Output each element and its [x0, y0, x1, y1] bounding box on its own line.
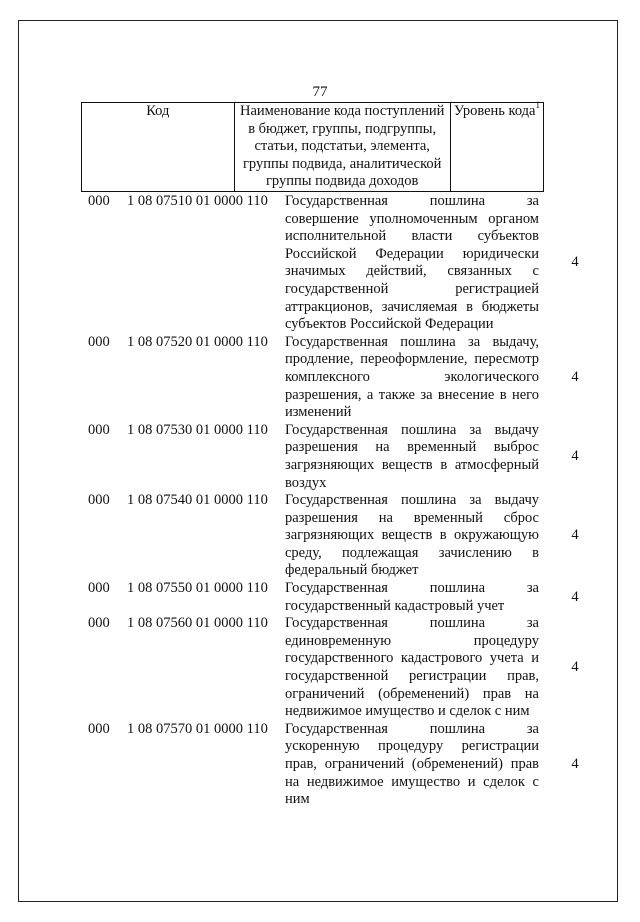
table-row	[0, 334, 640, 422]
header-level-label: Уровень кода	[453, 103, 536, 119]
row-level: 4	[571, 254, 579, 271]
table-row	[0, 580, 640, 615]
row-level: 4	[571, 588, 579, 605]
row-name: Государственная пошлина за выдачу разрешения на временный сброс загрязняющих веществ в окружающую среду, подлежащая зачислению в федеральный бюджет	[285, 492, 539, 579]
row-name: Государственная пошлина за совершение уполномоченным органом исполнительной власти субъектов Российской Федерации юридически значимых действий, связанных с государственной регистрацией аттракционов, зачисляемая в бюджеты субъектов Российской Федерации	[285, 193, 539, 333]
row-prefix: 000	[88, 333, 110, 350]
row-name: Государственная пошлина за выдачу разрешения на временный выброс загрязняющих веществ в атмосферный воздух	[285, 421, 539, 491]
header-code: Код	[82, 103, 235, 192]
table-row	[0, 721, 640, 809]
row-code: 1 08 07520 01 0000 110	[127, 333, 268, 350]
header-table	[81, 102, 544, 192]
header-row	[82, 103, 544, 192]
row-prefix: 000	[88, 492, 110, 509]
row-level: 4	[571, 448, 579, 465]
row-prefix: 000	[88, 421, 110, 438]
row-prefix: 000	[88, 193, 110, 209]
row-code: 1 08 07530 01 0000 110	[127, 421, 268, 438]
table-row	[0, 422, 640, 492]
row-code: 1 08 07540 01 0000 110	[127, 492, 268, 509]
row-prefix: 000	[88, 720, 110, 737]
row-name: Государственная пошлина за единовременную процедуру государственного кадастрового учета и государственной регистрации прав, ограничений (обременений) прав на недвижимое имущество и сделок с ним	[285, 615, 539, 720]
row-code: 1 08 07560 01 0000 110	[127, 615, 268, 632]
row-level: 4	[571, 527, 579, 544]
header-level-footnote: 1	[535, 100, 540, 111]
row-name: Государственная пошлина за ускоренную процедуру регистрации прав, ограничений (обременений) прав на недвижимое имущество и сделок с ним	[285, 720, 539, 808]
table-row	[0, 492, 640, 580]
row-prefix: 000	[88, 615, 110, 632]
page-number: 77	[312, 84, 328, 100]
row-name: Государственная пошлина за выдачу, продление, переоформление, пересмотр комплексного экологического разрешения, а также за внесение в него изменений	[285, 333, 539, 421]
revenue-codes-list	[0, 193, 640, 809]
header-level	[450, 100, 543, 192]
row-level: 4	[571, 756, 579, 772]
row-level: 4	[571, 659, 579, 676]
row-code: 1 08 07510 01 0000 110	[127, 193, 268, 209]
header-name: Наименование кода поступлений в бюджет, группы, подгруппы, статьи, подстатьи, элемента, группы подвида, аналитической группы подвида доходов	[234, 103, 450, 192]
table-row	[0, 615, 640, 721]
row-prefix: 000	[88, 580, 110, 597]
row-code: 1 08 07570 01 0000 110	[127, 720, 268, 737]
row-name: Государственная пошлина за государственный кадастровый учет	[285, 580, 539, 614]
row-level: 4	[571, 368, 579, 385]
row-code: 1 08 07550 01 0000 110	[127, 580, 268, 597]
table-row	[0, 193, 640, 334]
